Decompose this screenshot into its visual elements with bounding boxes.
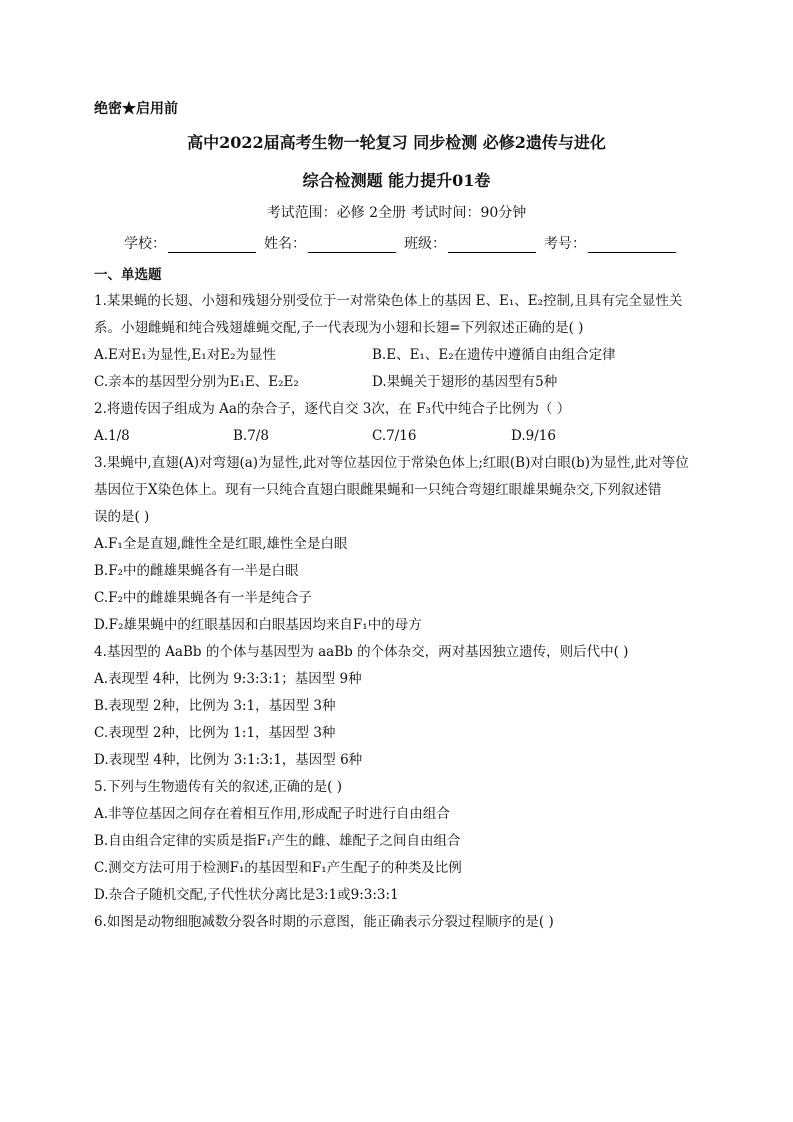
q1-option-a: A.E对E₁为显性,E₁对E₂为显性 bbox=[94, 347, 276, 363]
q4-line1: 4.基因型的 AaBb 的个体与基因型为 aaBb 的个体杂交，两对基因独立遗传，则后代中( ) bbox=[94, 644, 629, 660]
number-label: 考号： bbox=[544, 236, 586, 252]
q5-option-c: C.测交方法可用于检测F₁的基因型和F₁产生配子的种类及比例 bbox=[94, 860, 462, 876]
q1-line2: 系。小翅雌蝇和纯合残翅雄蝇交配,子一代表现为小翅和长翅=下列叙述正确的是( ) bbox=[94, 320, 584, 336]
q2-option-b: B.7/8 bbox=[233, 428, 269, 444]
section-heading: 一、单选题 bbox=[94, 267, 162, 283]
class-field bbox=[404, 233, 536, 253]
q3-option-a: A.F₁全是直翅,雌性全是红眼,雄性全是白眼 bbox=[94, 536, 348, 552]
school-label: 学校： bbox=[124, 236, 166, 252]
q2-option-d: D.9/16 bbox=[511, 428, 556, 444]
student-info-fields bbox=[124, 233, 684, 253]
q2-option-c: C.7/16 bbox=[372, 428, 417, 444]
name-blank[interactable] bbox=[308, 236, 396, 253]
number-field bbox=[544, 233, 676, 253]
exam-info: 考试范围：必修 2全册 考试时间：90分钟 bbox=[266, 205, 527, 221]
confidential-label: 绝密★启用前 bbox=[94, 101, 178, 117]
q1-line1: 1.某果蝇的长翅、小翅和残翅分别受位于一对常染色体上的基因 E、E₁、E₂控制,且具有完全显性关 bbox=[94, 293, 683, 309]
q4-option-b: B.表现型 2种，比例为 3:1，基因型 3种 bbox=[94, 698, 336, 714]
q2-option-a: A.1/8 bbox=[94, 428, 130, 444]
q3-option-c: C.F₂中的雌雄果蝇各有一半是纯合子 bbox=[94, 590, 312, 606]
q1-option-b: B.E、E₁、E₂在遗传中遵循自由组合定律 bbox=[372, 347, 616, 363]
school-field bbox=[124, 233, 256, 253]
q3-option-d: D.F₂雄果蝇中的红眼基因和白眼基因均来自F₁中的母方 bbox=[94, 617, 422, 633]
class-label: 班级： bbox=[404, 236, 446, 252]
exam-title-line2: 综合检测题 能力提升01卷 bbox=[302, 171, 491, 190]
name-field bbox=[264, 233, 396, 253]
q4-option-a: A.表现型 4种，比例为 9:3:3:1；基因型 9种 bbox=[94, 671, 362, 687]
q3-line1: 3.果蝇中,直翅(A)对弯翅(a)为显性,此对等位基因位于常染色体上;红眼(B)对白眼(b)为显性,此对等位 bbox=[94, 455, 689, 471]
q3-line3: 误的是( ) bbox=[94, 509, 150, 525]
q3-option-b: B.F₂中的雌雄果蝇各有一半是白眼 bbox=[94, 563, 299, 579]
q4-option-c: C.表现型 2种，比例为 1:1，基因型 3种 bbox=[94, 725, 336, 741]
q5-option-d: D.杂合子随机交配,子代性状分离比是3:1或9:3:3:1 bbox=[94, 887, 399, 903]
number-blank[interactable] bbox=[588, 236, 676, 253]
school-blank[interactable] bbox=[168, 236, 256, 253]
q5-option-a: A.非等位基因之间存在着相互作用,形成配子时进行自由组合 bbox=[94, 806, 450, 822]
q1-option-d: D.果蝇关于翅形的基因型有5种 bbox=[372, 374, 558, 390]
name-label: 姓名： bbox=[264, 236, 306, 252]
q5-option-b: B.自由组合定律的实质是指F₁产生的雌、雄配子之间自由组合 bbox=[94, 833, 461, 849]
exam-title-line1: 高中2022届高考生物一轮复习 同步检测 必修2遗传与进化 bbox=[187, 133, 606, 152]
q5-line1: 5.下列与生物遗传有关的叙述,正确的是( ) bbox=[94, 779, 342, 795]
q2-line1: 2.将遗传因子组成为 Aa的杂合子，逐代自交 3次，在 F₃代中纯合子比例为（ ） bbox=[94, 401, 571, 417]
q3-line2: 基因位于X染色体上。现有一只纯合直翅白眼雌果蝇和一只纯合弯翅红眼雄果蝇杂交,下列叙述错 bbox=[94, 482, 662, 498]
q6-line1: 6.如图是动物细胞减数分裂各时期的示意图，能正确表示分裂过程顺序的是( ) bbox=[94, 914, 554, 930]
q4-option-d: D.表现型 4种，比例为 3:1:3:1，基因型 6种 bbox=[94, 752, 363, 768]
class-blank[interactable] bbox=[448, 236, 536, 253]
q1-option-c: C.亲本的基因型分别为E₁E、E₂E₂ bbox=[94, 374, 299, 390]
